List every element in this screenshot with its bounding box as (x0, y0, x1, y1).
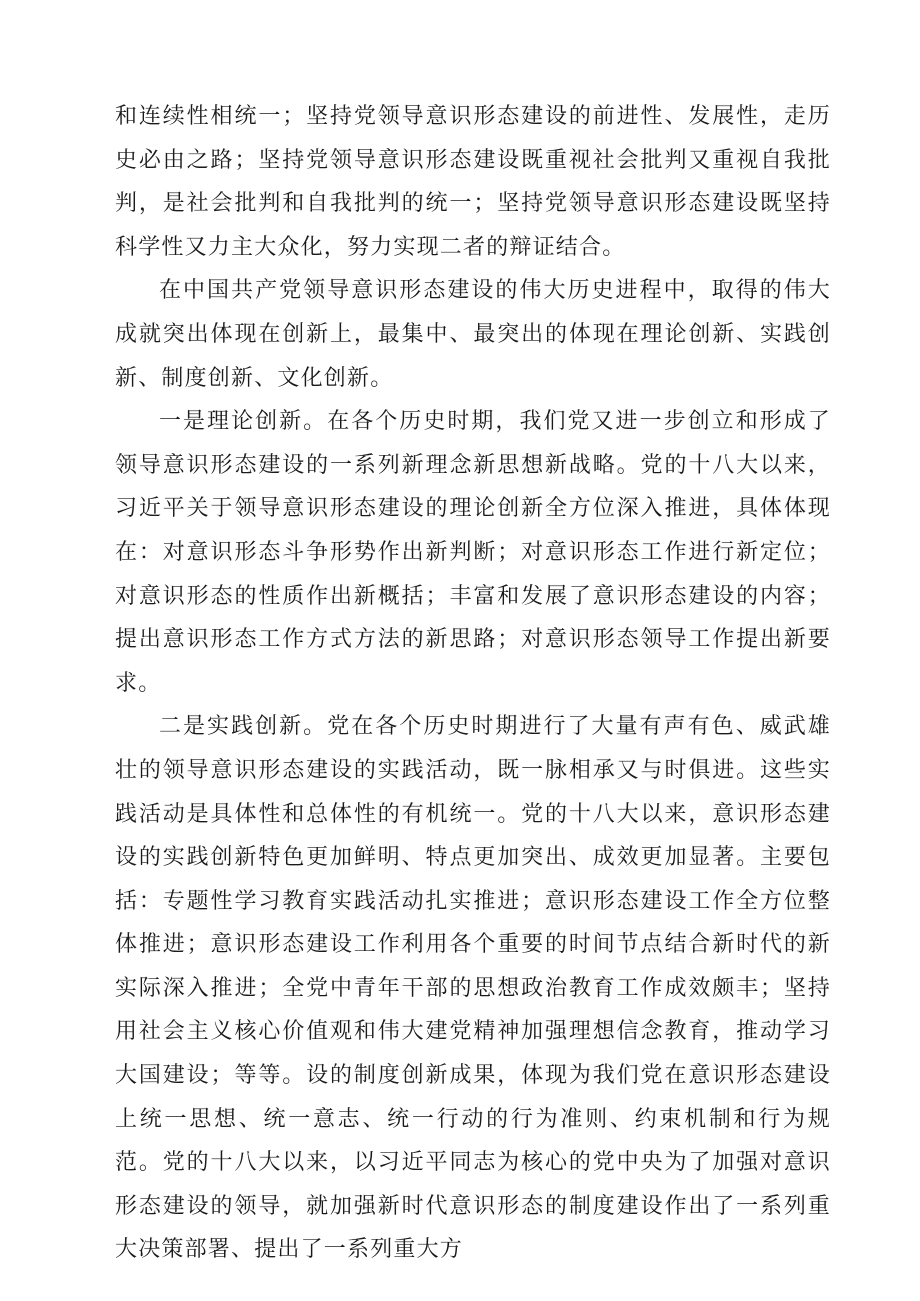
paragraph-theory-innovation: 一是理论创新。在各个历史时期，我们党又进一步创立和形成了领导意识形态建设的一系列新理念新思想新战略。党的十八大以来，习近平关于领导意识形态建设的理论创新全方位深入推进，具体体现在：对意识形态斗争形势作出新判断；对意识形态工作进行新定位；对意识形态的性质作出新概括；丰富和发展了意识形态建设的内容；提出意识形态工作方式方法的新思路；对意识形态领导工作提出新要求。 (115, 409, 831, 696)
body-text (115, 95, 831, 1272)
paragraph-continuation: 和连续性相统一；坚持党领导意识形态建设的前进性、发展性，走历史必由之路；坚持党领导意识形态建设既重视社会批判又重视自我批判，是社会批判和自我批判的统一；坚持党领导意识形态建设既坚持科学性又力主大众化，努力实现二者的辩证结合。 (115, 104, 831, 260)
paragraph-innovation-summary: 在中国共产党领导意识形态建设的伟大历史进程中，取得的伟大成就突出体现在创新上，最集中、最突出的体现在理论创新、实践创新、制度创新、文化创新。 (115, 278, 831, 391)
paragraph-practice-innovation: 二是实践创新。党在各个历史时期进行了大量有声有色、威武雄壮的领导意识形态建设的实践活动，既一脉相承又与时俱进。这些实践活动是具体性和总体性的有机统一。党的十八大以来，意识形态建设的实践创新特色更加鲜明、特点更加突出、成效更加显著。主要包括：专题性学习教育实践活动扎实推进；意识形态建设工作全方位整体推进；意识形态建设工作利用各个重要的时间节点结合新时代的新实际深入推进；全党中青年干部的思想政治教育工作成效颇丰；坚持用社会主义核心价值观和伟大建党精神加强理想信念教育，推动学习大国建设；等等。设的制度创新成果，体现为我们党在意识形态建设上统一思想、统一意志、统一行动的行为准则、约束机制和行为规范。党的十八大以来，以习近平同志为核心的党中央为了加强对意识形态建设的领导，就加强新时代意识形态的制度建设作出了一系列重大决策部署、提出了一系列重大方 (115, 714, 831, 1263)
